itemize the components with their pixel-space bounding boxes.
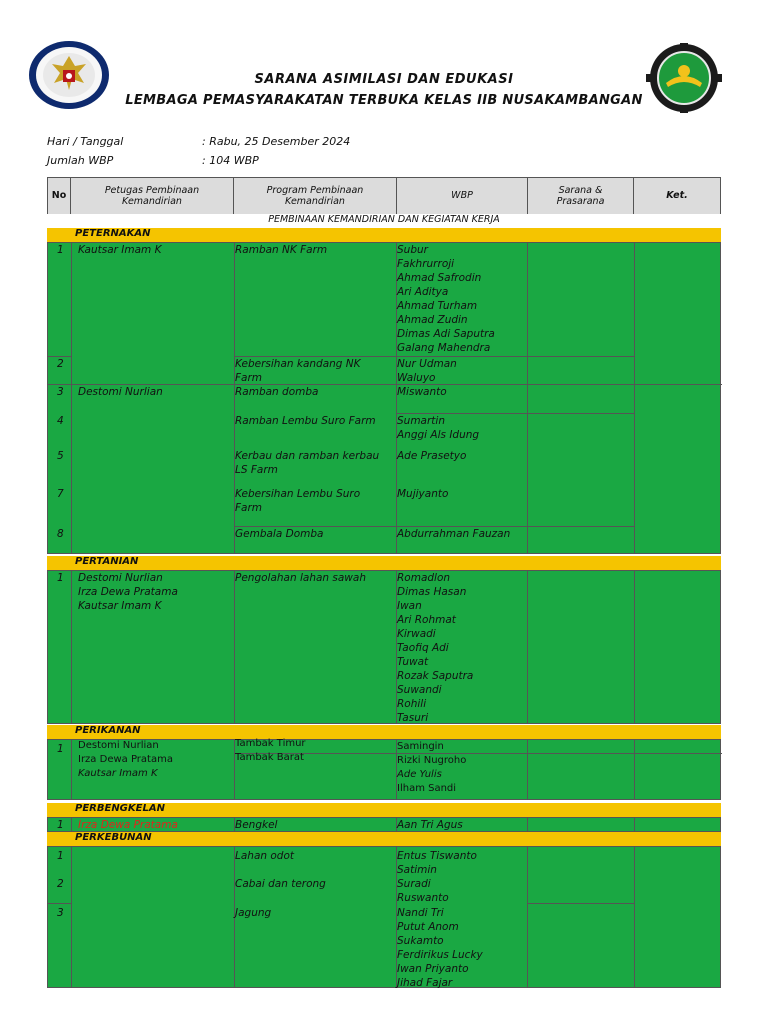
row-program: Kebersihan Lembu Suro Farm — [235, 488, 361, 514]
row-wbp: Mujiyanto — [397, 488, 449, 500]
col-petugas: Petugas Pembinaan Kemandirian — [71, 178, 234, 214]
col-no: No — [48, 178, 71, 214]
row-no: 1 — [57, 819, 64, 831]
title-line-2: LEMBAGA PEMASYARAKATAN TERBUKA KELAS IIB NUSAKAMBANGAN — [125, 93, 643, 108]
row-wbp: Ade Prasetyo — [397, 450, 467, 462]
col-ket: Ket. — [666, 190, 688, 202]
block-pertanian — [47, 570, 721, 724]
row-program: Kerbau dan ramban kerbau LS Farm — [235, 450, 380, 476]
row-no: 3 — [57, 386, 64, 398]
row-no: 2 — [57, 878, 64, 890]
row-program: Cabai dan terong — [235, 878, 326, 890]
table-header — [47, 177, 721, 215]
wbp-count-value: : 104 WBP — [202, 154, 259, 167]
row-petugas: Irza Dewa Pratama — [78, 819, 178, 831]
row-wbp-list: Nur Udman Waluyo — [397, 358, 457, 384]
row-wbp-list: Romadlon Dimas Hasan Iwan Ari Rohmat Kirwadi Taofiq Adi Tuwat Rozak Saputra Suwandi Rohili Tasuri — [397, 572, 474, 724]
col-program: Program Pembinaan Kemandirian — [234, 178, 397, 214]
block-peternakan — [47, 242, 721, 554]
row-program: Gembala Domba — [235, 528, 324, 540]
title-line-1: SARANA ASIMILASI DAN EDUKASI — [254, 72, 514, 87]
row-program: Ramban NK Farm — [235, 244, 328, 256]
row-wbp: Miswanto — [397, 386, 447, 398]
band-perbengkelan: PERBENGKELAN — [47, 803, 721, 817]
row-wbp-list: Entus Tiswanto Satimin — [397, 850, 477, 876]
row-wbp-list: Subur Fakhrurroji Ahmad Safrodin Ari Aditya Ahmad Turham Ahmad Zudin Dimas Adi Saputra Galang Mahendra — [397, 244, 495, 354]
row-petugas: Kautsar Imam K — [78, 244, 162, 256]
row-no: 5 — [57, 450, 64, 462]
row-wbp-list: Samingin Rizki Nugroho Ade Yulis Ilham Sandi — [397, 741, 467, 794]
row-no: 2 — [57, 358, 64, 370]
row-petugas: Destomi Nurlian — [78, 386, 163, 398]
row-no: 1 — [57, 572, 64, 584]
wbp-count-label: Jumlah WBP — [47, 154, 114, 167]
band-pertanian: PERTANIAN — [47, 556, 721, 570]
row-no: 1 — [57, 244, 64, 256]
row-no: 8 — [57, 528, 64, 540]
row-no: 4 — [57, 415, 64, 427]
row-wbp-list: Suradi Ruswanto — [397, 878, 449, 904]
date-value: : Rabu, 25 Desember 2024 — [202, 135, 351, 148]
row-program: Lahan odot — [235, 850, 294, 862]
row-no: 1 — [57, 743, 64, 755]
band-perkebunan: PERKEBUNAN — [47, 832, 721, 846]
date-label: Hari / Tanggal — [47, 135, 124, 148]
row-program: Kebersihan kandang NK Farm — [235, 358, 361, 384]
row-petugas-list: Destomi Nurlian Irza Dewa Pratama Kautsar Imam K — [78, 572, 178, 612]
row-no: 1 — [57, 850, 64, 862]
row-petugas-list: Destomi Nurlian Irza Dewa Pratama Kautsar Imam K — [78, 740, 173, 779]
row-program-list: Tambak Timur Tambak Barat — [235, 738, 306, 763]
row-wbp: Aan Tri Agus — [397, 819, 463, 831]
block-perbengkelan — [47, 817, 721, 832]
row-program: Ramban domba — [235, 386, 319, 398]
band-perikanan: PERIKANAN — [47, 725, 721, 739]
row-program: Jagung — [235, 907, 272, 919]
col-wbp: WBP — [397, 178, 528, 214]
row-wbp-list: Sumartin Anggi Als Idung — [397, 415, 480, 441]
col-sarana: Sarana & Prasarana — [528, 178, 634, 214]
row-program: Pengolahan lahan sawah — [235, 572, 366, 584]
section-title: PEMBINAAN KEMANDIRIAN DAN KEGIATAN KERJA — [47, 214, 721, 228]
row-no: 7 — [57, 488, 64, 500]
row-wbp: Abdurrahman Fauzan — [397, 528, 511, 540]
row-program: Bengkel — [235, 819, 278, 831]
block-perkebunan — [47, 846, 721, 988]
row-wbp-list: Nandi Tri Putut Anom Sukamto Ferdirikus Lucky Iwan Priyanto Jihad Fajar — [397, 907, 483, 989]
row-program: Ramban Lembu Suro Farm — [235, 415, 376, 427]
band-peternakan: PETERNAKAN — [47, 228, 721, 242]
row-no: 3 — [57, 907, 64, 919]
block-perikanan — [47, 739, 721, 800]
